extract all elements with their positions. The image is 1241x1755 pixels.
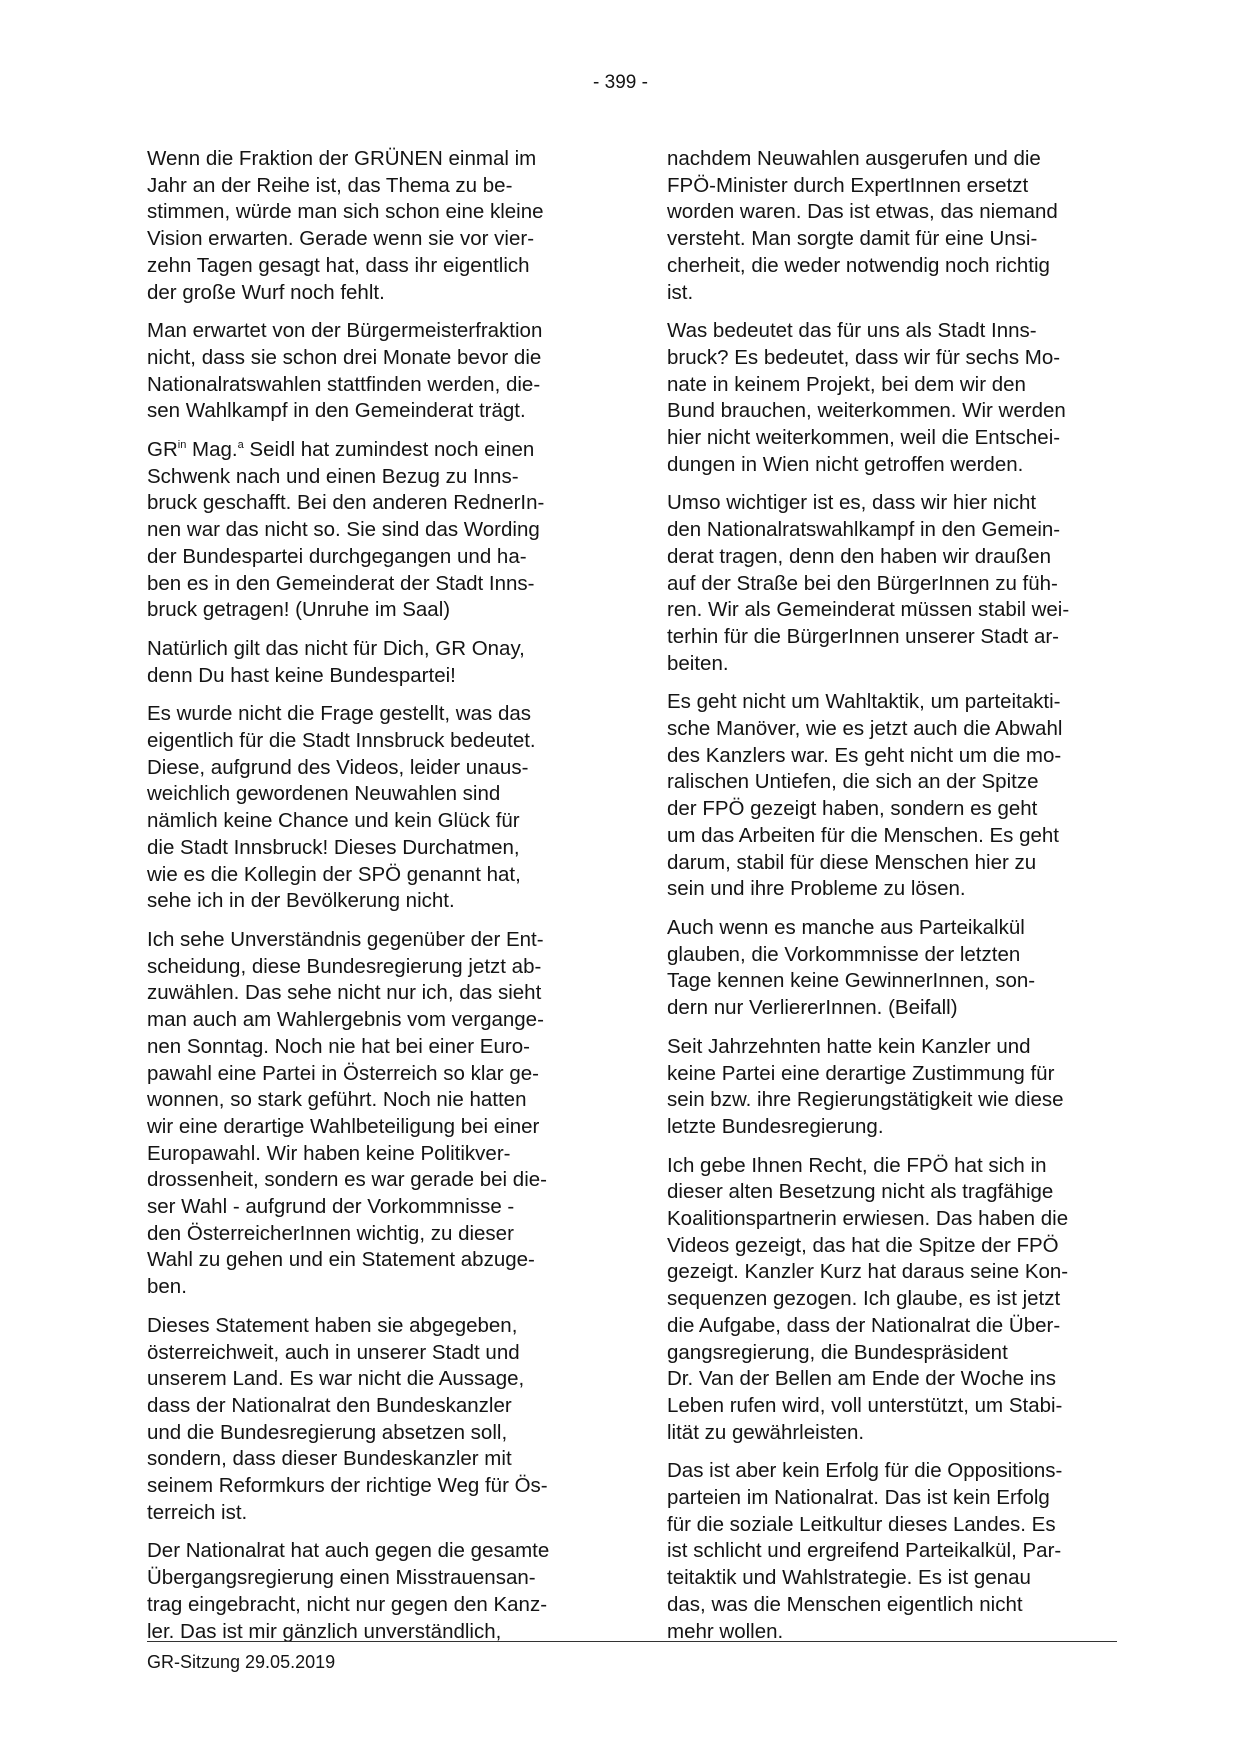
footer-divider	[147, 1641, 1117, 1642]
paragraph: Ich gebe Ihnen Recht, die FPÖ hat sich in dieser alten Besetzung nicht als tragfähige Koalitionspartnerin erwiesen. Das haben die Videos gezeigt, das hat die Spitze der FPÖ gezeigt. Kanzler Kurz hat daraus seine Kon- sequenzen gezogen. Ich glaube, es ist jetzt die Aufgabe, dass der Nationalrat die Über- gangsregierung, die Bundespräsident Dr. Van der Bellen am Ende der Woche ins Leben rufen wird, voll unterstützt, um Stabi- lität zu gewährleisten.	[667, 1153, 1069, 1444]
superscript-a: a	[237, 439, 244, 452]
paragraph	[147, 437, 595, 624]
paragraph: Ich sehe Unverständnis gegenüber der Ent- scheidung, diese Bundesregierung jetzt ab- zuwählen. Das sehe nicht nur ich, das sieht man auch am Wahlergebnis vom vergange- nen Sonntag. Noch nie hat bei einer Euro- pawahl eine Partei in Österreich so klar ge- wonnen, so stark geführt. Noch nie hatten wir eine derartige Wahlbeteiligung bei einer Europawahl. Wir haben keine Politikver- drossenheit, sondern es war gerade bei die- ser Wahl - aufgrund der Vorkommnisse - den ÖsterreicherInnen wichtig, zu dieser Wahl zu gehen und ein Statement abzuge- ben.	[147, 927, 547, 1299]
paragraph: Umso wichtiger ist es, dass wir hier nicht den Nationalratswahlkampf in den Gemein- derat tragen, denn den haben wir draußen auf der Straße bei den BürgerInnen zu füh- ren. Wir als Gemeinderat müssen stabil wei- terhin für die BürgerInnen unserer Stadt ar- beiten.	[667, 491, 1070, 675]
page-number: - 399 -	[593, 72, 648, 93]
title-mag: Mag.	[186, 438, 238, 462]
paragraph: Wenn die Fraktion der GRÜNEN einmal im Jahr an der Reihe ist, das Thema zu be- stimmen, würde man sich schon eine kleine Vision erwarten. Gerade wenn sie vor vier- zehn Tagen gesagt hat, dass ihr eigentlich der große Wurf noch fehlt.	[147, 147, 544, 304]
left-column	[147, 146, 595, 1657]
right-column	[667, 146, 1115, 1657]
paragraph: Dieses Statement haben sie abgegeben, österreichweit, auch in unserer Stadt und unserem Land. Es war nicht die Aussage, dass der Nationalrat den Bundeskanzler und die Bundesregierung absetzen soll, sondern, dass dieser Bundeskanzler mit seinem Reformkurs der richtige Weg für Ös- terreich ist.	[147, 1313, 548, 1524]
paragraph: Auch wenn es manche aus Parteikalkül glauben, die Vorkommnisse der letzten Tage kennen keine GewinnerInnen, son- dern nur VerliererInnen. (Beifall)	[667, 915, 1036, 1020]
paragraph: Es wurde nicht die Frage gestellt, was das eigentlich für die Stadt Innsbruck bedeutet. Diese, aufgrund des Videos, leider unaus- weichlich gewordenen Neuwahlen sind nämlich keine Chance und kein Glück für die Stadt Innsbruck! Dieses Durchatmen, wie es die Kollegin der SPÖ genannt hat, sehe ich in der Bevölkerung nicht.	[147, 702, 536, 913]
superscript-in: in	[177, 439, 187, 452]
paragraph: Seit Jahrzehnten hatte kein Kanzler und keine Partei eine derartige Zustimmung für sein bzw. ihre Regierungstätigkeit wie diese letzte Bundesregierung.	[667, 1034, 1064, 1138]
paragraph: nachdem Neuwahlen ausgerufen und die FPÖ-Minister durch ExpertInnen ersetzt worden waren. Das ist etwas, das niemand versteht. Man sorgte damit für eine Unsi- cherheit, die weder notwendig noch richtig ist.	[667, 147, 1058, 304]
paragraph: Natürlich gilt das nicht für Dich, GR Onay, denn Du hast keine Bundespartei!	[147, 636, 525, 687]
paragraph: Was bedeutet das für uns als Stadt Inns- bruck? Es bedeutet, dass wir für sechs Mo- nate in keinem Projekt, bei dem wir den Bund brauchen, weiterkommen. Wir werden hier nicht weiterkommen, weil die Entschei- dungen in Wien nicht getroffen werden.	[667, 319, 1066, 476]
paragraph: Man erwartet von der Bürgermeisterfraktion nicht, dass sie schon drei Monate bevor die Nationalratswahlen stattfinden werden, die- sen Wahlkampf in den Gemeinderat trägt.	[147, 319, 543, 423]
title-gr: GR	[147, 438, 178, 462]
paragraph: Es geht nicht um Wahltaktik, um parteitakti- sche Manöver, wie es jetzt auch die Abwahl des Kanzlers war. Es geht nicht um die mo- ralischen Untiefen, die sich an der Spitze der FPÖ gezeigt haben, sondern es geht um das Arbeiten für die Menschen. Es geht darum, stabil für diese Menschen hier zu sein und ihre Probleme zu lösen.	[667, 690, 1063, 901]
paragraph-text: Seidl hat zumindest noch einen Schwenk nach und einen Bezug zu Inns- bruck geschafft. Bei den anderen RednerIn- nen war das nicht so. Sie sind das Wording der Bundespartei durchgegangen und ha- ben es in den Gemeinderat der Stadt Inns- bruck getragen! (Unruhe im Saal)	[147, 438, 545, 622]
paragraph: Der Nationalrat hat auch gegen die gesamte Übergangsregierung einen Misstrauensan- trag eingebracht, nicht nur gegen den Kanz- ler. Das ist mir gänzlich unverständlich,	[147, 1539, 550, 1643]
footer-session-date: GR-Sitzung 29.05.2019	[147, 1652, 336, 1672]
paragraph: Das ist aber kein Erfolg für die Oppositions- parteien im Nationalrat. Das ist kein Erfolg für die soziale Leitkultur dieses Landes. Es ist schlicht und ergreifend Parteikalkül, Par- teitaktik und Wahlstrategie. Es ist genau das, was die Menschen eigentlich nicht mehr wollen.	[667, 1459, 1063, 1643]
